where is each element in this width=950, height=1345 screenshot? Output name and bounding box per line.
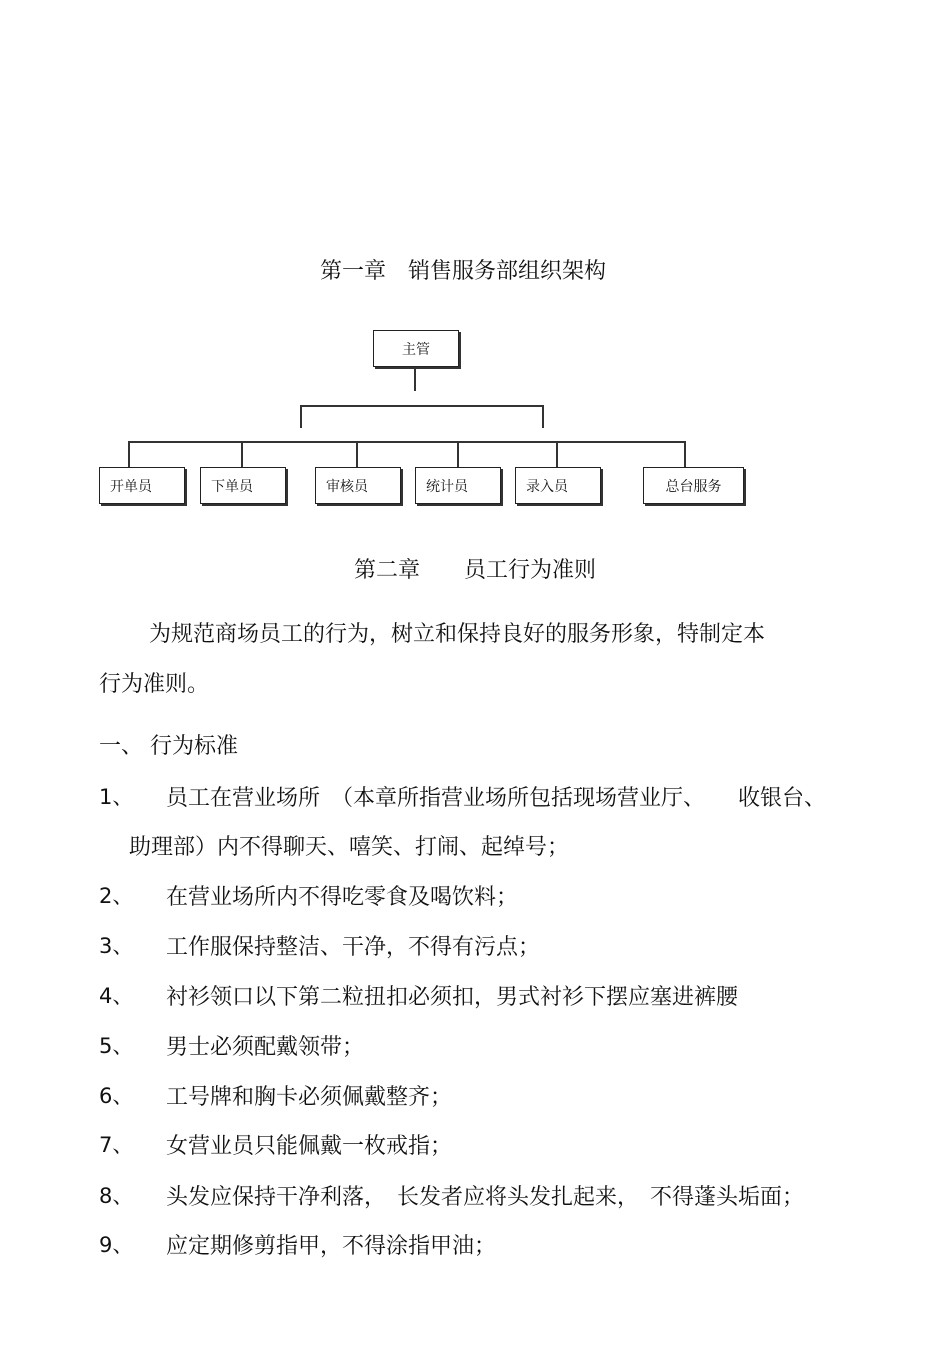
list-item-number: 5、 — [99, 1034, 134, 1058]
list-item-number: 4、 — [99, 984, 134, 1008]
org-box-label: 总台服务 — [665, 478, 722, 495]
org-box-child — [415, 467, 501, 504]
list-item-text: 在营业场所内不得吃零食及喝饮料； — [166, 885, 519, 910]
list-item-text: 工作服保持整洁、干净，不得有污点； — [166, 935, 541, 960]
list-item-number: 3、 — [99, 934, 134, 958]
org-box-child — [99, 467, 185, 504]
section-heading: 一、 行为标准 — [99, 734, 238, 759]
connector-line — [556, 441, 558, 467]
list-item-number: 8、 — [99, 1184, 134, 1208]
list-item-text: 女营业员只能佩戴一枚戒指； — [166, 1134, 453, 1159]
list-item-text: 工号牌和胸卡必须佩戴整齐； — [166, 1085, 453, 1110]
org-box-label: 主管 — [402, 341, 430, 358]
org-box-label: 下单员 — [211, 478, 253, 495]
connector-line — [684, 441, 686, 467]
org-box-label: 统计员 — [426, 478, 468, 495]
list-item-number: 6、 — [99, 1084, 134, 1108]
connector-line — [414, 367, 416, 391]
list-item-continuation: 助理部）内不得聊天、嘻笑、打闹、起绰号； — [129, 835, 570, 860]
org-box-child — [515, 467, 601, 504]
list-item-number: 9、 — [99, 1233, 134, 1257]
list-item-text: 男士必须配戴领带； — [166, 1035, 365, 1060]
org-box-supervisor — [373, 330, 459, 367]
intro-paragraph-line1: 为规范商场员工的行为，树立和保持良好的服务形象，特制定本 — [149, 622, 766, 647]
list-item-text: 头发应保持干净利落， 长发者应将头发扎起来， 不得蓬头垢面； — [166, 1185, 805, 1210]
intro-paragraph-line2: 行为准则。 — [99, 672, 210, 697]
list-item-number: 2、 — [99, 884, 134, 908]
connector-line — [356, 441, 358, 467]
connector-line — [300, 405, 544, 407]
org-box-label: 录入员 — [526, 478, 568, 495]
chapter1-title: 第一章 销售服务部组织架构 — [320, 259, 607, 284]
org-box-child — [200, 467, 286, 504]
connector-line — [128, 441, 130, 467]
list-item-text: 衬衫领口以下第二粒扭扣必须扣，男式衬衫下摆应塞进裤腰 — [166, 985, 739, 1010]
connector-line — [128, 441, 686, 443]
chapter2-title: 第二章 员工行为准则 — [354, 558, 597, 583]
list-item-text: 应定期修剪指甲，不得涂指甲油； — [166, 1234, 497, 1259]
connector-line — [542, 405, 544, 428]
connector-line — [241, 441, 243, 467]
list-item-text: 员工在营业场所 （本章所指营业场所包括现场营业厅、 收银台、 — [166, 786, 827, 811]
list-item-number: 1、 — [99, 785, 134, 809]
connector-line — [457, 441, 459, 467]
org-box-child — [643, 467, 744, 504]
org-box-child — [315, 467, 401, 504]
connector-line — [300, 405, 302, 428]
org-box-label: 审核员 — [326, 478, 368, 495]
org-box-label: 开单员 — [110, 478, 152, 495]
list-item-number: 7、 — [99, 1133, 134, 1157]
